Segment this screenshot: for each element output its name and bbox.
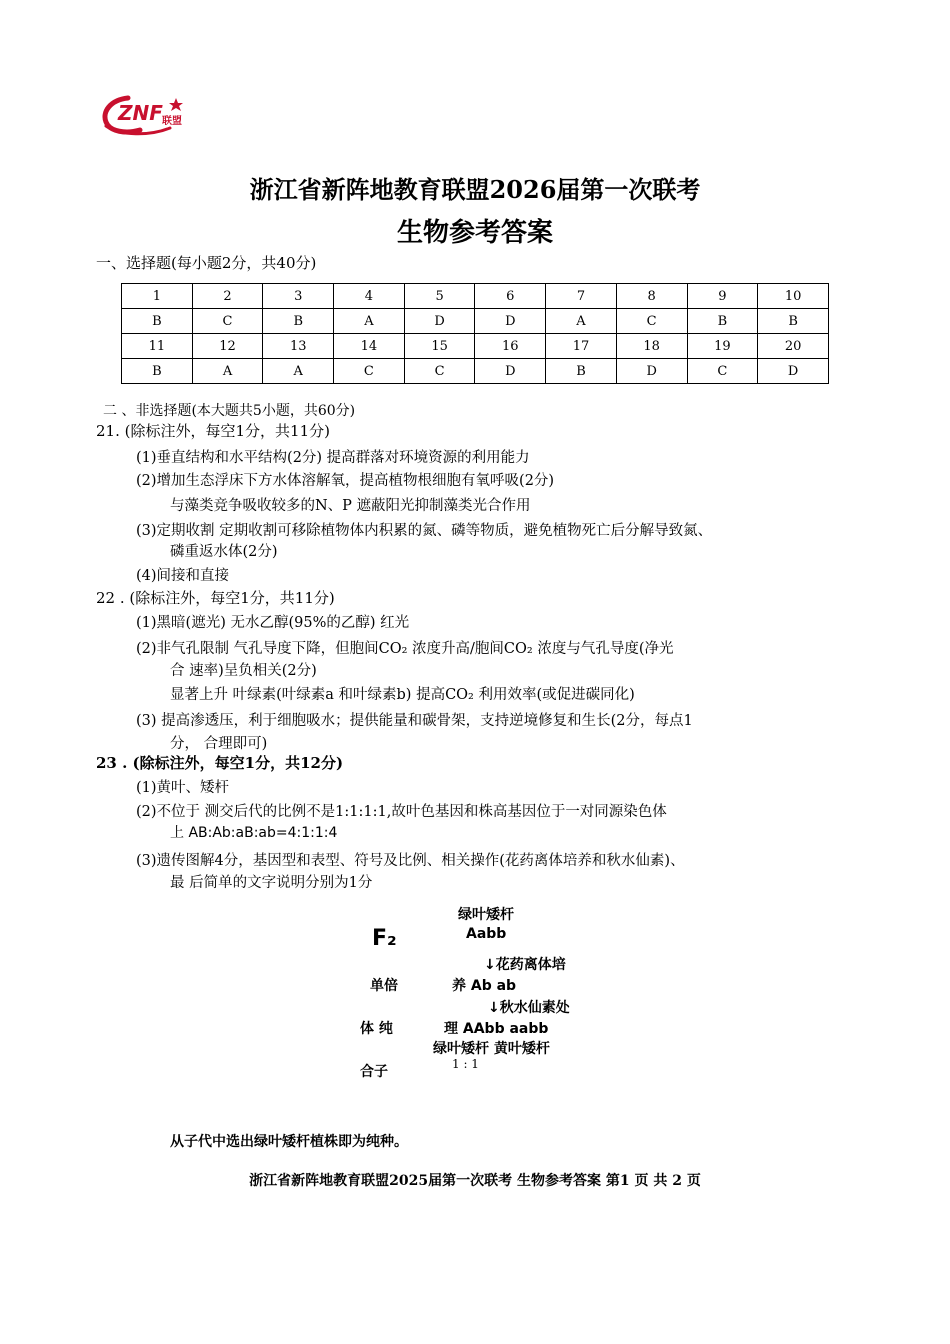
table-row-answers: [122, 309, 829, 334]
mc-answer-table: [121, 283, 829, 384]
diagram-left3: 合子: [360, 1064, 388, 1080]
table-cell: 19: [687, 334, 758, 359]
table-cell: 18: [616, 334, 687, 359]
q23-line2: (2)不位于 测交后代的比例不是1:1:1:1,故叶色基因和株高基因位于一对同源染色体: [136, 804, 667, 820]
table-cell: 10: [758, 284, 829, 309]
conclusion: 从子代中选出绿叶矮杆植株即为纯种。: [170, 1134, 408, 1150]
diagram-step1: ↓花药离体培: [484, 957, 566, 973]
table-cell: 1: [122, 284, 193, 309]
table-cell: 11: [122, 334, 193, 359]
table-cell: 12: [192, 334, 263, 359]
table-cell: C: [334, 359, 405, 384]
answer-key-title: 生物参考答案: [396, 218, 553, 248]
table-cell: 8: [616, 284, 687, 309]
diagram-haploid-genotypes: 养 Ab ab: [452, 978, 517, 994]
table-cell: B: [122, 309, 193, 334]
table-cell: B: [122, 359, 193, 384]
table-cell: 2: [192, 284, 263, 309]
table-cell: 20: [758, 334, 829, 359]
diagram-offspring-phenotypes: 绿叶矮杆 黄叶矮杆: [433, 1041, 550, 1057]
diagram-left2: 体 纯: [360, 1021, 393, 1037]
table-cell: D: [404, 309, 475, 334]
table-row-numbers: [122, 334, 829, 359]
q22-line4: 显著上升 叶绿素(叶绿素a 和叶绿素b) 提高CO₂ 利用效率(或促进碳同化): [170, 687, 635, 703]
table-cell: A: [263, 359, 334, 384]
svg-text:ZNF: ZNF: [118, 101, 163, 125]
q22-line3: 合 速率)呈负相关(2分): [170, 663, 317, 679]
table-cell: 6: [475, 284, 546, 309]
q23-line4: (3)遗传图解4分，基因型和表型、符号及比例、相关操作(花药离体培养和秋水仙素)、: [136, 853, 685, 869]
diagram-left1: 单倍: [370, 978, 398, 994]
q21-line4: (3)定期收割 定期收割可移除植物体内积累的氮、磷等物质，避免植物死亡后分解导致氮、: [136, 523, 713, 539]
table-cell: B: [687, 309, 758, 334]
table-cell: C: [687, 359, 758, 384]
table-cell: 14: [334, 334, 405, 359]
table-cell: 7: [546, 284, 617, 309]
table-cell: B: [758, 309, 829, 334]
q23-line1: (1)黄叶、矮杆: [136, 780, 230, 796]
table-cell: D: [758, 359, 829, 384]
table-row-numbers: [122, 284, 829, 309]
table-cell: B: [263, 309, 334, 334]
diagram-parent-phenotype: 绿叶矮杆: [458, 907, 514, 923]
table-cell: A: [546, 309, 617, 334]
q23-heading: 23 . (除标注外，每空1分，共12分): [96, 754, 344, 772]
table-cell: 17: [546, 334, 617, 359]
table-cell: 9: [687, 284, 758, 309]
diagram-step2: ↓秋水仙素处: [488, 1000, 570, 1016]
svg-text:联盟: 联盟: [162, 116, 182, 127]
q23-line3: 上 AB:Ab:aB:ab=4:1:1:4: [170, 825, 338, 841]
table-cell: 16: [475, 334, 546, 359]
table-cell: C: [616, 309, 687, 334]
q21-line2: (2)增加生态浮床下方水体溶解氧，提高植物根细胞有氧呼吸(2分): [136, 473, 555, 489]
table-cell: D: [475, 359, 546, 384]
q21-line3: 与藻类竞争吸收较多的N、P 遮蔽阳光抑制藻类光合作用: [170, 498, 531, 514]
section1-heading: 一、选择题(每小题2分，共40分): [96, 254, 317, 272]
table-cell: D: [475, 309, 546, 334]
q21-heading: 21. (除标注外，每空1分，共11分): [96, 422, 330, 440]
page-footer: 浙江省新阵地教育联盟2025届第一次联考 生物参考答案 第1 页 共 2 页: [249, 1173, 701, 1189]
table-cell: 5: [404, 284, 475, 309]
table-cell: 15: [404, 334, 475, 359]
q21-line5: 磷重返水体(2分): [170, 544, 278, 560]
q23-line5: 最 后简单的文字说明分别为1分: [170, 875, 373, 891]
q21-line6: (4)间接和直接: [136, 568, 230, 584]
table-cell: C: [192, 309, 263, 334]
table-cell: A: [192, 359, 263, 384]
diagram-parent-genotype: Aabb: [466, 926, 507, 942]
q21-line1: (1)垂直结构和水平结构(2分) 提高群落对环境资源的利用能力: [136, 450, 530, 466]
table-cell: C: [404, 359, 475, 384]
table-row-answers: [122, 359, 829, 384]
table-cell: 3: [263, 284, 334, 309]
exam-title: 浙江省新阵地教育联盟2026届第一次联考: [249, 175, 701, 204]
table-cell: D: [616, 359, 687, 384]
q22-line1: (1)黑暗(遮光) 无水乙醇(95%的乙醇) 红光: [136, 615, 410, 631]
table-cell: 13: [263, 334, 334, 359]
diagram-f2-label: F₂: [372, 926, 397, 951]
q22-line6: 分， 合理即可): [170, 736, 268, 752]
diagram-pure-genotypes: 理 AAbb aabb: [444, 1021, 549, 1037]
q22-line2: (2)非气孔限制 气孔导度下降，但胞间CO₂ 浓度升高/胞间CO₂ 浓度与气孔导度(净光: [136, 641, 674, 657]
section2-heading: 二 、非选择题(本大题共5小题，共60分): [103, 403, 356, 419]
table-cell: A: [334, 309, 405, 334]
znf-logo: [100, 90, 190, 138]
table-cell: B: [546, 359, 617, 384]
q22-heading: 22 . (除标注外，每空1分，共11分): [96, 589, 335, 607]
diagram-ratio: 1 : 1: [452, 1057, 479, 1071]
table-cell: 4: [334, 284, 405, 309]
q22-line5: (3) 提高渗透压，利于细胞吸水；提供能量和碳骨架，支持逆境修复和生长(2分，每点1: [136, 713, 693, 729]
